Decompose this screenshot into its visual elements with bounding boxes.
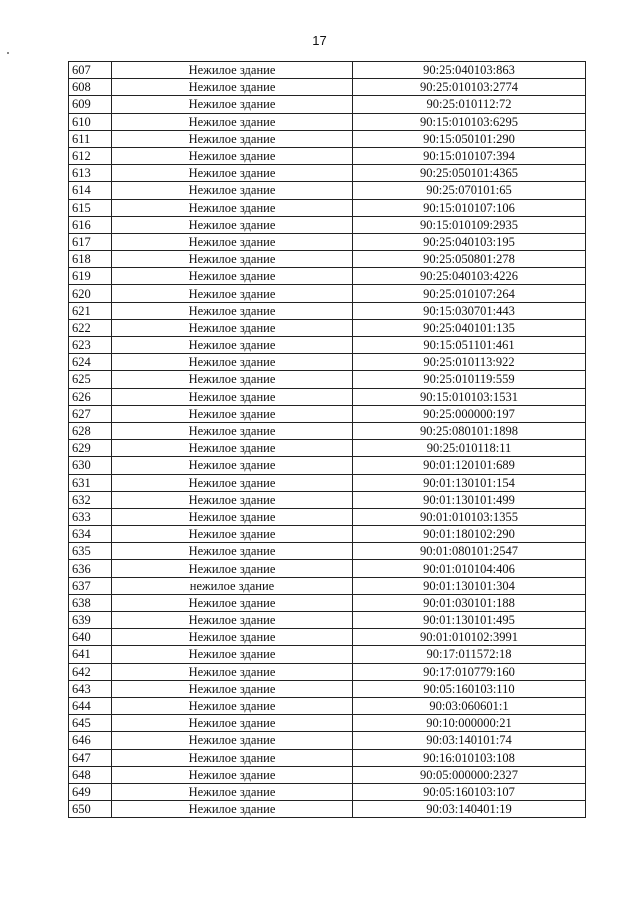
row-number-cell: 628	[69, 422, 112, 439]
cadastral-number-cell: 90:01:180102:290	[353, 526, 586, 543]
table-row	[69, 233, 586, 250]
property-type-cell: Нежилое здание	[112, 199, 353, 216]
cadastral-number-cell: 90:01:130101:304	[353, 577, 586, 594]
table-row	[69, 801, 586, 818]
property-type-cell: Нежилое здание	[112, 801, 353, 818]
row-number-cell: 642	[69, 663, 112, 680]
property-type-cell: Нежилое здание	[112, 165, 353, 182]
cadastral-number-cell: 90:15:010107:394	[353, 147, 586, 164]
property-type-cell: Нежилое здание	[112, 526, 353, 543]
cadastral-number-cell: 90:25:050101:4365	[353, 165, 586, 182]
table-row	[69, 216, 586, 233]
property-type-cell: Нежилое здание	[112, 147, 353, 164]
cadastral-number-cell: 90:01:010104:406	[353, 560, 586, 577]
row-number-cell: 636	[69, 560, 112, 577]
cadastral-number-cell: 90:01:120101:689	[353, 457, 586, 474]
property-type-cell: Нежилое здание	[112, 422, 353, 439]
table-row	[69, 612, 586, 629]
row-number-cell: 621	[69, 302, 112, 319]
row-number-cell: 649	[69, 783, 112, 800]
cadastral-number-cell: 90:01:010103:1355	[353, 508, 586, 525]
property-type-cell: Нежилое здание	[112, 680, 353, 697]
cadastral-number-cell: 90:25:070101:65	[353, 182, 586, 199]
table-row	[69, 526, 586, 543]
row-number-cell: 639	[69, 612, 112, 629]
property-type-cell: Нежилое здание	[112, 182, 353, 199]
property-type-cell: Нежилое здание	[112, 629, 353, 646]
cadastral-number-cell: 90:15:010107:106	[353, 199, 586, 216]
table-row	[69, 543, 586, 560]
row-number-cell: 609	[69, 96, 112, 113]
property-type-cell: Нежилое здание	[112, 732, 353, 749]
row-number-cell: 643	[69, 680, 112, 697]
table-row	[69, 285, 586, 302]
property-type-cell: Нежилое здание	[112, 440, 353, 457]
row-number-cell: 633	[69, 508, 112, 525]
table-row	[69, 646, 586, 663]
page-number: 17	[312, 33, 327, 48]
cadastral-number-cell: 90:15:010103:1531	[353, 388, 586, 405]
row-number-cell: 648	[69, 766, 112, 783]
row-number-cell: 635	[69, 543, 112, 560]
cadastral-number-cell: 90:25:010113:922	[353, 354, 586, 371]
table-row	[69, 371, 586, 388]
row-number-cell: 631	[69, 474, 112, 491]
table-row	[69, 680, 586, 697]
property-type-cell: Нежилое здание	[112, 233, 353, 250]
row-number-cell: 626	[69, 388, 112, 405]
property-type-cell: Нежилое здание	[112, 96, 353, 113]
row-number-cell: 607	[69, 62, 112, 79]
table-row	[69, 422, 586, 439]
table-row	[69, 508, 586, 525]
table-row	[69, 783, 586, 800]
row-number-cell: 638	[69, 594, 112, 611]
row-number-cell: 618	[69, 251, 112, 268]
property-type-cell: Нежилое здание	[112, 543, 353, 560]
row-number-cell: 611	[69, 130, 112, 147]
property-type-cell: Нежилое здание	[112, 113, 353, 130]
cadastral-number-cell: 90:25:010119:559	[353, 371, 586, 388]
table-row	[69, 629, 586, 646]
cadastral-number-cell: 90:25:000000:197	[353, 405, 586, 422]
property-type-cell: Нежилое здание	[112, 319, 353, 336]
cadastral-number-cell: 90:01:130101:495	[353, 612, 586, 629]
cadastral-number-cell: 90:17:011572:18	[353, 646, 586, 663]
row-number-cell: 610	[69, 113, 112, 130]
cadastral-number-cell: 90:15:050101:290	[353, 130, 586, 147]
table-row	[69, 577, 586, 594]
row-number-cell: 646	[69, 732, 112, 749]
property-type-cell: Нежилое здание	[112, 663, 353, 680]
property-type-cell: Нежилое здание	[112, 766, 353, 783]
property-type-cell: Нежилое здание	[112, 749, 353, 766]
registry-table-body	[69, 62, 586, 818]
table-row	[69, 354, 586, 371]
row-number-cell: 614	[69, 182, 112, 199]
row-number-cell: 615	[69, 199, 112, 216]
cadastral-number-cell: 90:25:010107:264	[353, 285, 586, 302]
cadastral-number-cell: 90:15:010109:2935	[353, 216, 586, 233]
property-type-cell: Нежилое здание	[112, 715, 353, 732]
table-row	[69, 560, 586, 577]
row-number-cell: 613	[69, 165, 112, 182]
property-type-cell: Нежилое здание	[112, 79, 353, 96]
property-type-cell: Нежилое здание	[112, 474, 353, 491]
table-row	[69, 457, 586, 474]
cadastral-number-cell: 90:25:080101:1898	[353, 422, 586, 439]
table-row	[69, 715, 586, 732]
row-number-cell: 608	[69, 79, 112, 96]
property-type-cell: Нежилое здание	[112, 783, 353, 800]
property-type-cell: Нежилое здание	[112, 612, 353, 629]
table-row	[69, 491, 586, 508]
property-type-cell: Нежилое здание	[112, 560, 353, 577]
property-type-cell: Нежилое здание	[112, 508, 353, 525]
property-type-cell: Нежилое здание	[112, 388, 353, 405]
property-type-cell: Нежилое здание	[112, 354, 353, 371]
property-type-cell: Нежилое здание	[112, 457, 353, 474]
table-row	[69, 663, 586, 680]
row-number-cell: 625	[69, 371, 112, 388]
row-number-cell: 617	[69, 233, 112, 250]
table-row	[69, 79, 586, 96]
cadastral-number-cell: 90:05:000000:2327	[353, 766, 586, 783]
row-number-cell: 650	[69, 801, 112, 818]
cadastral-number-cell: 90:25:040103:863	[353, 62, 586, 79]
property-type-cell: нежилое здание	[112, 577, 353, 594]
table-row	[69, 388, 586, 405]
table-row	[69, 319, 586, 336]
property-type-cell: Нежилое здание	[112, 62, 353, 79]
property-type-cell: Нежилое здание	[112, 491, 353, 508]
row-number-cell: 627	[69, 405, 112, 422]
table-row	[69, 251, 586, 268]
table-row	[69, 337, 586, 354]
table-row	[69, 766, 586, 783]
table-row	[69, 199, 586, 216]
row-number-cell: 630	[69, 457, 112, 474]
cadastral-number-cell: 90:25:010118:11	[353, 440, 586, 457]
property-type-cell: Нежилое здание	[112, 285, 353, 302]
row-number-cell: 620	[69, 285, 112, 302]
table-row	[69, 268, 586, 285]
row-number-cell: 641	[69, 646, 112, 663]
property-type-cell: Нежилое здание	[112, 697, 353, 714]
row-number-cell: 634	[69, 526, 112, 543]
table-row	[69, 130, 586, 147]
table-row	[69, 182, 586, 199]
cadastral-number-cell: 90:15:051101:461	[353, 337, 586, 354]
cadastral-number-cell: 90:15:010103:6295	[353, 113, 586, 130]
cadastral-number-cell: 90:03:060601:1	[353, 697, 586, 714]
table-row	[69, 62, 586, 79]
table-row	[69, 732, 586, 749]
property-type-cell: Нежилое здание	[112, 216, 353, 233]
property-type-cell: Нежилое здание	[112, 251, 353, 268]
cadastral-number-cell: 90:05:160103:107	[353, 783, 586, 800]
row-number-cell: 637	[69, 577, 112, 594]
table-row	[69, 749, 586, 766]
cadastral-number-cell: 90:25:050801:278	[353, 251, 586, 268]
row-number-cell: 640	[69, 629, 112, 646]
cadastral-number-cell: 90:16:010103:108	[353, 749, 586, 766]
row-number-cell: 624	[69, 354, 112, 371]
cadastral-number-cell: 90:10:000000:21	[353, 715, 586, 732]
cadastral-number-cell: 90:17:010779:160	[353, 663, 586, 680]
cadastral-number-cell: 90:25:040103:4226	[353, 268, 586, 285]
row-number-cell: 622	[69, 319, 112, 336]
property-type-cell: Нежилое здание	[112, 130, 353, 147]
cadastral-number-cell: 90:15:030701:443	[353, 302, 586, 319]
table-row	[69, 302, 586, 319]
row-number-cell: 629	[69, 440, 112, 457]
cadastral-number-cell: 90:25:010103:2774	[353, 79, 586, 96]
table-row	[69, 96, 586, 113]
scan-speck	[7, 52, 9, 54]
row-number-cell: 647	[69, 749, 112, 766]
cadastral-number-cell: 90:01:130101:499	[353, 491, 586, 508]
row-number-cell: 623	[69, 337, 112, 354]
table-row	[69, 165, 586, 182]
cadastral-number-cell: 90:01:130101:154	[353, 474, 586, 491]
table-row	[69, 405, 586, 422]
cadastral-number-cell: 90:01:080101:2547	[353, 543, 586, 560]
property-type-cell: Нежилое здание	[112, 371, 353, 388]
cadastral-number-cell: 90:25:040101:135	[353, 319, 586, 336]
property-type-cell: Нежилое здание	[112, 268, 353, 285]
table-row	[69, 440, 586, 457]
property-type-cell: Нежилое здание	[112, 646, 353, 663]
cadastral-number-cell: 90:01:010102:3991	[353, 629, 586, 646]
row-number-cell: 619	[69, 268, 112, 285]
property-type-cell: Нежилое здание	[112, 302, 353, 319]
property-registry-table	[68, 61, 586, 818]
cadastral-number-cell: 90:03:140401:19	[353, 801, 586, 818]
cadastral-number-cell: 90:25:010112:72	[353, 96, 586, 113]
row-number-cell: 644	[69, 697, 112, 714]
property-type-cell: Нежилое здание	[112, 405, 353, 422]
table-row	[69, 147, 586, 164]
table-row	[69, 697, 586, 714]
cadastral-number-cell: 90:05:160103:110	[353, 680, 586, 697]
property-type-cell: Нежилое здание	[112, 337, 353, 354]
cadastral-number-cell: 90:01:030101:188	[353, 594, 586, 611]
table-row	[69, 113, 586, 130]
table-row	[69, 594, 586, 611]
row-number-cell: 632	[69, 491, 112, 508]
table-row	[69, 474, 586, 491]
row-number-cell: 616	[69, 216, 112, 233]
property-type-cell: Нежилое здание	[112, 594, 353, 611]
row-number-cell: 645	[69, 715, 112, 732]
cadastral-number-cell: 90:25:040103:195	[353, 233, 586, 250]
row-number-cell: 612	[69, 147, 112, 164]
cadastral-number-cell: 90:03:140101:74	[353, 732, 586, 749]
